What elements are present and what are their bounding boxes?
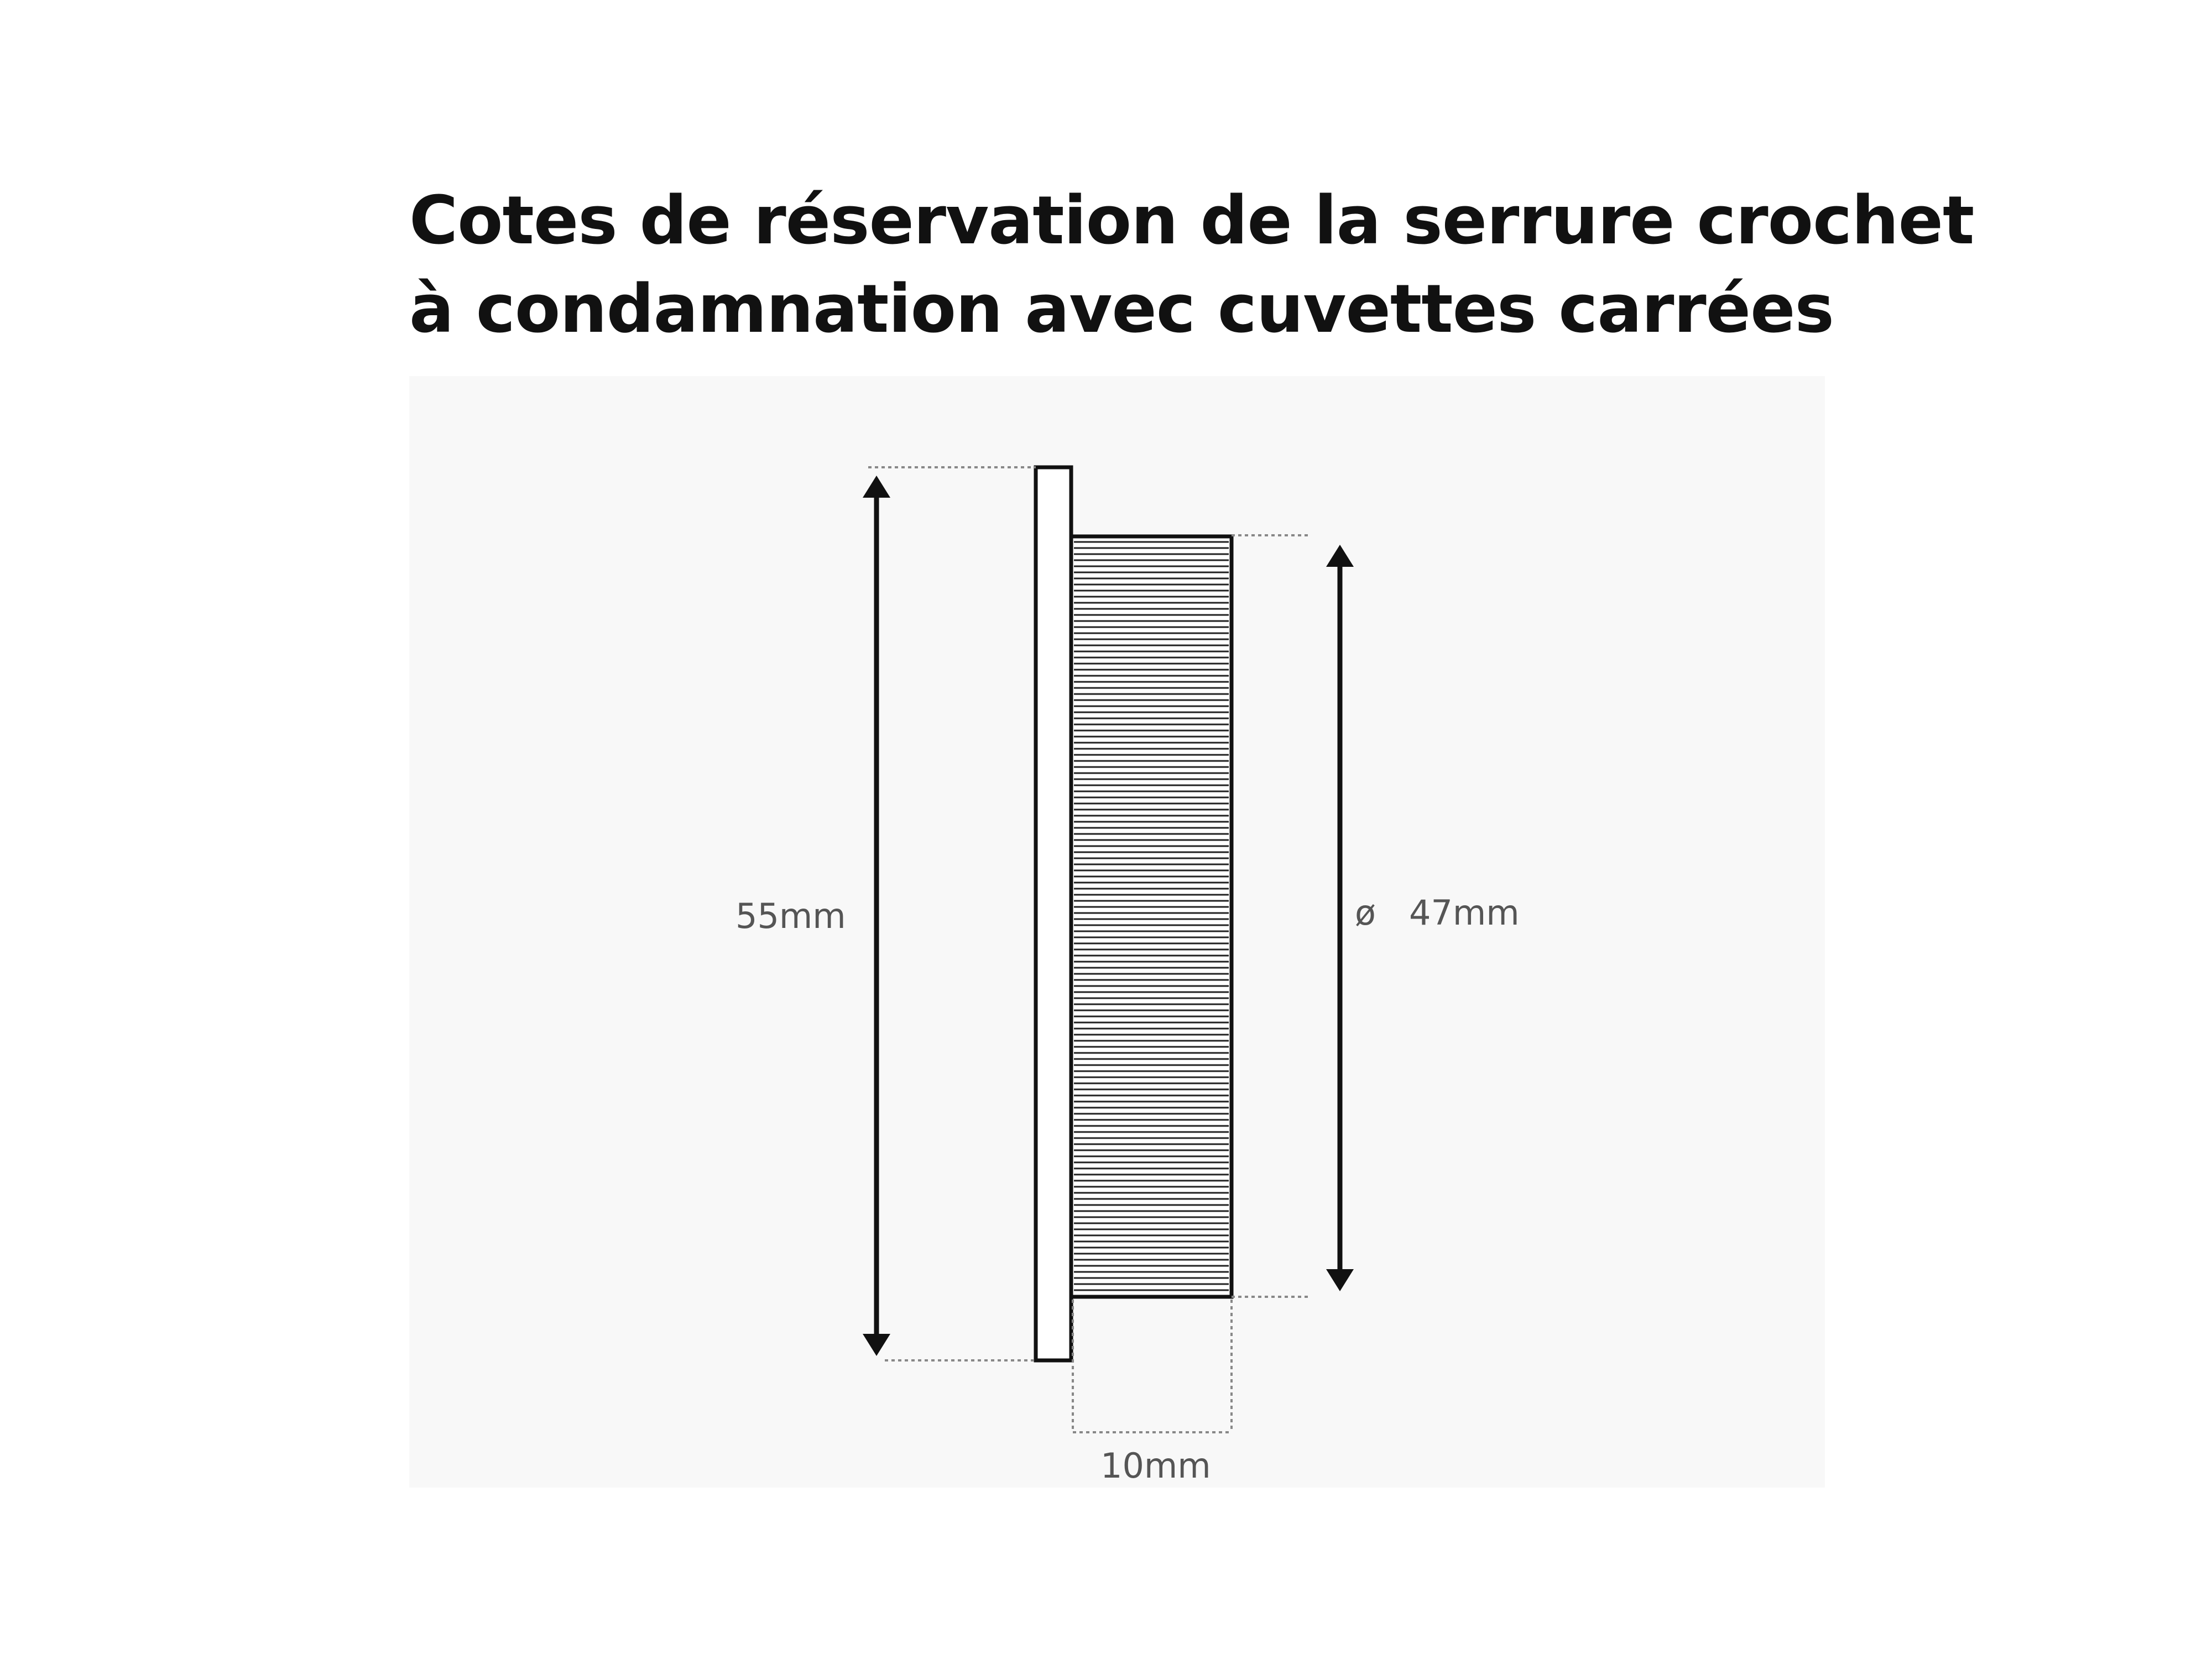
height-dimension-arrow bbox=[863, 476, 890, 1356]
diameter-dimension-arrow bbox=[1326, 545, 1354, 1291]
depth-label: 10mm bbox=[1100, 1446, 1211, 1486]
cup-body bbox=[1071, 536, 1232, 1297]
diameter-label: 47mm bbox=[1409, 893, 1520, 933]
title-line-1: Cotes de réservation de la serrure crochet bbox=[409, 182, 1974, 259]
faceplate bbox=[1036, 467, 1071, 1360]
height-label: 55mm bbox=[735, 896, 846, 936]
title-line-2: à condamnation avec cuvettes carrées bbox=[409, 271, 1834, 348]
diameter-symbol: ø bbox=[1355, 893, 1376, 933]
